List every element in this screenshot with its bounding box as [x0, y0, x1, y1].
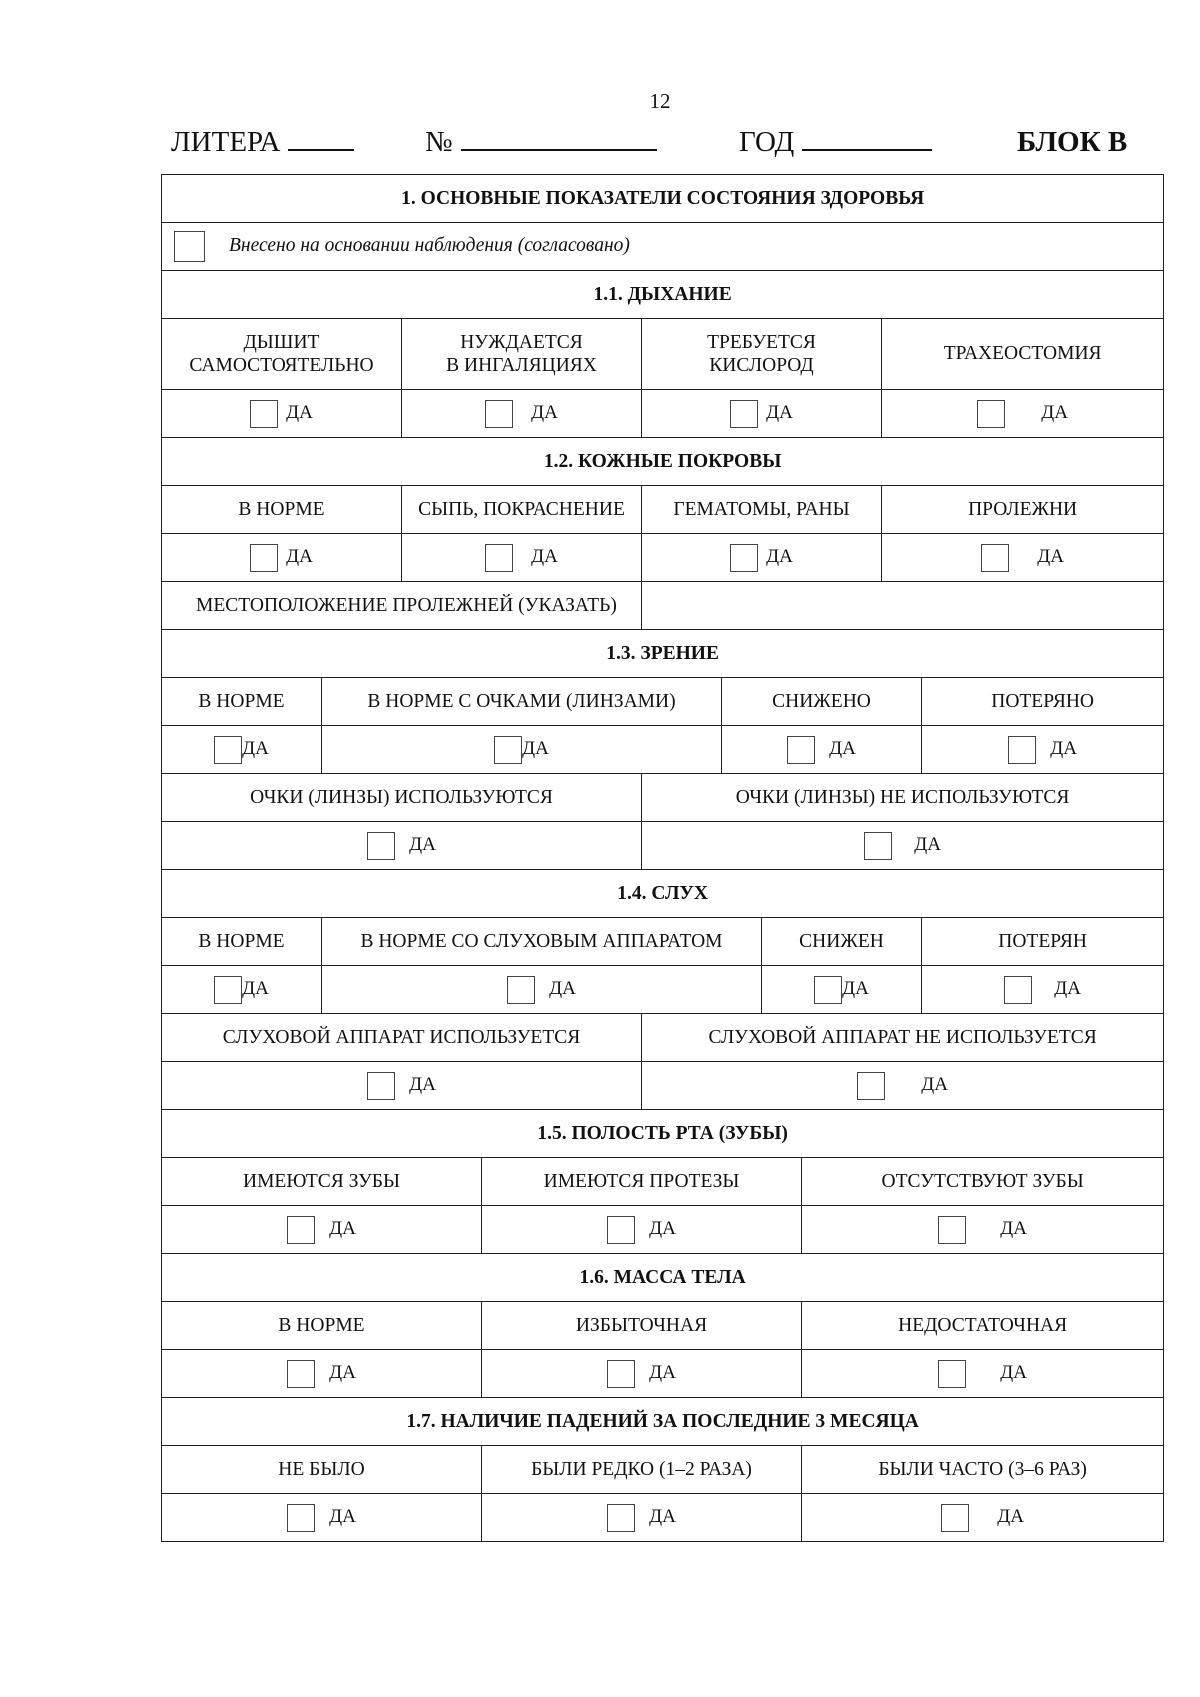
hearing-lost-yes[interactable]: ДА	[922, 966, 1164, 1014]
breathing-option-tracheostomy: ТРАХЕОСТОМИЯ	[882, 319, 1164, 390]
hearing-aid-not-used-yes[interactable]: ДА	[642, 1062, 1164, 1110]
falls-rare-yes[interactable]: ДА	[482, 1494, 802, 1542]
vision-option-glasses: В НОРМЕ С ОЧКАМИ (ЛИНЗАМИ)	[322, 678, 722, 726]
checkbox[interactable]	[250, 400, 278, 428]
form-header	[171, 126, 1131, 170]
observation-note: Внесено на основании наблюдения (согласовано)	[229, 234, 630, 256]
skin-rash-yes[interactable]: ДА	[402, 534, 642, 582]
checkbox[interactable]	[287, 1216, 315, 1244]
glasses-used-label: ОЧКИ (ЛИНЗЫ) ИСПОЛЬЗУЮТСЯ	[162, 774, 642, 822]
skin-option-normal: В НОРМЕ	[162, 486, 402, 534]
number-field[interactable]	[425, 126, 657, 159]
block-label: БЛОК В	[1017, 126, 1128, 158]
hearing-aid-used-label: СЛУХОВОЙ АППАРАТ ИСПОЛЬЗУЕТСЯ	[162, 1014, 642, 1062]
skin-title: 1.2. КОЖНЫЕ ПОКРОВЫ	[162, 438, 1164, 486]
breathing-oxygen-yes[interactable]: ДА	[642, 390, 882, 438]
mouth-option-dentures: ИМЕЮТСЯ ПРОТЕЗЫ	[482, 1158, 802, 1206]
glasses-used-yes[interactable]: ДА	[162, 822, 642, 870]
skin-option-bedsores: ПРОЛЕЖНИ	[882, 486, 1164, 534]
checkbox[interactable]	[367, 1072, 395, 1100]
litera-blank[interactable]	[288, 148, 354, 151]
checkbox[interactable]	[250, 544, 278, 572]
mouth-no-teeth-yes[interactable]: ДА	[802, 1206, 1164, 1254]
checkbox[interactable]	[367, 832, 395, 860]
vision-normal-yes[interactable]: ДА	[162, 726, 322, 774]
falls-frequent-yes[interactable]: ДА	[802, 1494, 1164, 1542]
vision-option-normal: В НОРМЕ	[162, 678, 322, 726]
litera-label: ЛИТЕРА	[171, 126, 281, 158]
falls-title: 1.7. НАЛИЧИЕ ПАДЕНИЙ ЗА ПОСЛЕДНИЕ 3 МЕСЯЦА	[162, 1398, 1164, 1446]
hearing-normal-yes[interactable]: ДА	[162, 966, 322, 1014]
skin-option-hematoma: ГЕМАТОМЫ, РАНЫ	[642, 486, 882, 534]
skin-hematoma-yes[interactable]: ДА	[642, 534, 882, 582]
mouth-option-teeth: ИМЕЮТСЯ ЗУБЫ	[162, 1158, 482, 1206]
checkbox[interactable]	[938, 1360, 966, 1388]
vision-title: 1.3. ЗРЕНИЕ	[162, 630, 1164, 678]
mouth-teeth-yes[interactable]: ДА	[162, 1206, 482, 1254]
falls-option-rare: БЫЛИ РЕДКО (1–2 РАЗА)	[482, 1446, 802, 1494]
section-1-title: 1. ОСНОВНЫЕ ПОКАЗАТЕЛИ СОСТОЯНИЯ ЗДОРОВЬЯ	[162, 175, 1164, 223]
weight-option-excess: ИЗБЫТОЧНАЯ	[482, 1302, 802, 1350]
checkbox[interactable]	[938, 1216, 966, 1244]
checkbox[interactable]	[1008, 736, 1036, 764]
weight-insufficient-yes[interactable]: ДА	[802, 1350, 1164, 1398]
weight-option-normal: В НОРМЕ	[162, 1302, 482, 1350]
vision-reduced-yes[interactable]: ДА	[722, 726, 922, 774]
observation-row	[162, 223, 1164, 271]
vision-lost-yes[interactable]: ДА	[922, 726, 1164, 774]
checkbox[interactable]	[941, 1504, 969, 1532]
glasses-not-used-yes[interactable]: ДА	[642, 822, 1164, 870]
checkbox[interactable]	[730, 400, 758, 428]
skin-bedsores-yes[interactable]: ДА	[882, 534, 1164, 582]
number-label: №	[425, 126, 453, 158]
checkbox[interactable]	[607, 1360, 635, 1388]
year-field[interactable]	[739, 126, 932, 159]
vision-glasses-yes[interactable]: ДА	[322, 726, 722, 774]
checkbox[interactable]	[485, 544, 513, 572]
weight-excess-yes[interactable]: ДА	[482, 1350, 802, 1398]
weight-normal-yes[interactable]: ДА	[162, 1350, 482, 1398]
breathing-tracheostomy-yes[interactable]: ДА	[882, 390, 1164, 438]
checkbox[interactable]	[507, 976, 535, 1004]
hearing-aid-used-yes[interactable]: ДА	[162, 1062, 642, 1110]
hearing-reduced-yes[interactable]: ДА	[762, 966, 922, 1014]
falls-none-yes[interactable]: ДА	[162, 1494, 482, 1542]
page-number: 12	[649, 89, 671, 113]
checkbox[interactable]	[977, 400, 1005, 428]
mouth-option-no-teeth: ОТСУТСТВУЮТ ЗУБЫ	[802, 1158, 1164, 1206]
bedsore-location-label: МЕСТОПОЛОЖЕНИЕ ПРОЛЕЖНЕЙ (УКАЗАТЬ)	[162, 582, 642, 630]
checkbox[interactable]	[730, 544, 758, 572]
hearing-option-aid: В НОРМЕ СО СЛУХОВЫМ АППАРАТОМ	[322, 918, 762, 966]
checkbox[interactable]	[864, 832, 892, 860]
checkbox[interactable]	[287, 1504, 315, 1532]
checkbox[interactable]	[607, 1216, 635, 1244]
breathing-option-self: ДЫШИТ САМОСТОЯТЕЛЬНО	[162, 319, 402, 390]
breathing-title: 1.1. ДЫХАНИЕ	[162, 271, 1164, 319]
skin-option-rash: СЫПЬ, ПОКРАСНЕНИЕ	[402, 486, 642, 534]
health-indicators-form	[161, 174, 1164, 1542]
number-blank[interactable]	[461, 148, 657, 151]
breathing-inhalation-yes[interactable]: ДА	[402, 390, 642, 438]
weight-title: 1.6. МАССА ТЕЛА	[162, 1254, 1164, 1302]
checkbox[interactable]	[494, 736, 522, 764]
hearing-title: 1.4. СЛУХ	[162, 870, 1164, 918]
hearing-option-reduced: СНИЖЕН	[762, 918, 922, 966]
hearing-aid-yes[interactable]: ДА	[322, 966, 762, 1014]
breathing-option-inhalation: НУЖДАЕТСЯ В ИНГАЛЯЦИЯХ	[402, 319, 642, 390]
breathing-self-yes[interactable]: ДА	[162, 390, 402, 438]
glasses-not-used-label: ОЧКИ (ЛИНЗЫ) НЕ ИСПОЛЬЗУЮТСЯ	[642, 774, 1164, 822]
hearing-aid-not-used-label: СЛУХОВОЙ АППАРАТ НЕ ИСПОЛЬЗУЕТСЯ	[642, 1014, 1164, 1062]
year-label: ГОД	[739, 126, 795, 158]
weight-option-insufficient: НЕДОСТАТОЧНАЯ	[802, 1302, 1164, 1350]
checkbox[interactable]	[1004, 976, 1032, 1004]
litera-field[interactable]	[171, 126, 354, 159]
checkbox[interactable]	[287, 1360, 315, 1388]
hearing-option-normal: В НОРМЕ	[162, 918, 322, 966]
checkbox[interactable]	[857, 1072, 885, 1100]
falls-option-frequent: БЫЛИ ЧАСТО (3–6 РАЗ)	[802, 1446, 1164, 1494]
checkbox[interactable]	[607, 1504, 635, 1532]
checkbox[interactable]	[214, 736, 242, 764]
checkbox[interactable]	[214, 976, 242, 1004]
vision-option-lost: ПОТЕРЯНО	[922, 678, 1164, 726]
mouth-title: 1.5. ПОЛОСТЬ РТА (ЗУБЫ)	[162, 1110, 1164, 1158]
checkbox[interactable]	[981, 544, 1009, 572]
mouth-dentures-yes[interactable]: ДА	[482, 1206, 802, 1254]
checkbox[interactable]	[485, 400, 513, 428]
skin-normal-yes[interactable]: ДА	[162, 534, 402, 582]
breathing-option-oxygen: ТРЕБУЕТСЯ КИСЛОРОД	[642, 319, 882, 390]
hearing-option-lost: ПОТЕРЯН	[922, 918, 1164, 966]
checkbox[interactable]	[814, 976, 842, 1004]
observation-checkbox[interactable]	[174, 231, 205, 262]
falls-option-none: НЕ БЫЛО	[162, 1446, 482, 1494]
bedsore-location-input[interactable]	[642, 582, 1164, 630]
checkbox[interactable]	[787, 736, 815, 764]
vision-option-reduced: СНИЖЕНО	[722, 678, 922, 726]
year-blank[interactable]	[802, 148, 932, 151]
